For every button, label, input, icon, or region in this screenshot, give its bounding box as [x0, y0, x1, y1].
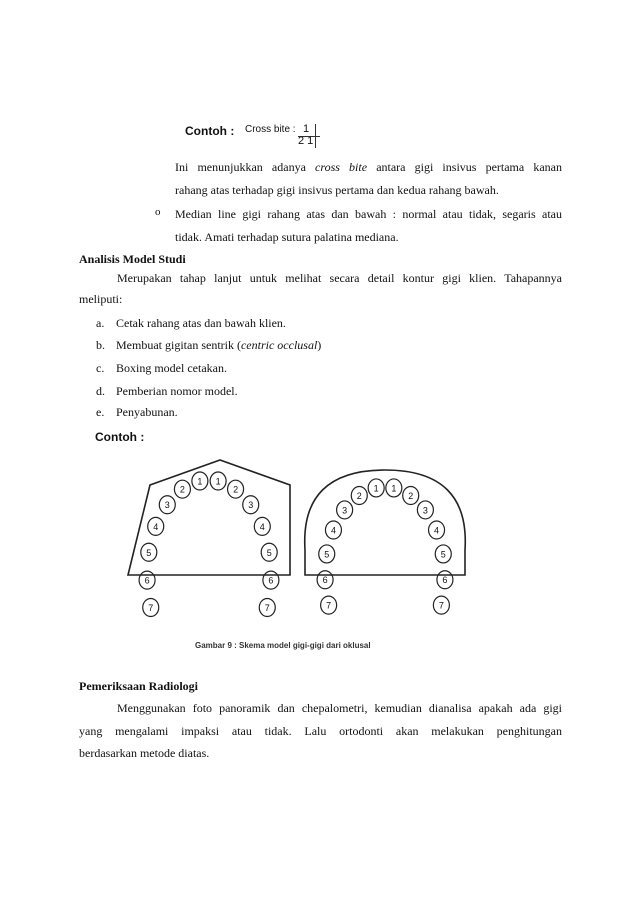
paragraph-line: meliputi: [79, 292, 123, 306]
tooth-number: 6 [268, 575, 274, 586]
bullet-marker: o [155, 206, 161, 218]
tooth-number: 5 [266, 547, 272, 558]
sub-item-1-line-1 [175, 159, 562, 175]
tooth-number: 4 [434, 525, 440, 536]
occlusal-model-diagram [120, 455, 480, 630]
list-item [96, 383, 238, 399]
list-marker: e. [96, 405, 105, 419]
tooth-number: 5 [324, 549, 330, 560]
list-item [96, 360, 227, 376]
list-marker: a. [96, 316, 105, 330]
list-item [96, 337, 321, 353]
tooth-number: 6 [442, 575, 448, 586]
list-text: Boxing model cetakan. [116, 361, 227, 375]
paragraph-line: yang mengalami impaksi atau tidak. Lalu ortodonti akan melakukan penghitungan [79, 724, 562, 738]
list-text: ) [317, 338, 322, 352]
tooth-number: 1 [391, 483, 397, 494]
tooth-number: 1 [373, 483, 379, 494]
list-marker: b. [96, 338, 105, 352]
tooth-number: 4 [330, 525, 336, 536]
italic-term: centric occlusal [240, 338, 318, 352]
section-heading-analisis: Analisis Model Studi [79, 252, 186, 266]
example-label: Contoh : [185, 124, 235, 138]
sub-item-2-line-2: tidak. Amati terhadap sutura palatina mediana. [175, 230, 399, 244]
list-text: Pemberian nomor model. [116, 384, 238, 398]
section-heading-radiologi: Pemeriksaan Radiologi [79, 679, 198, 693]
text-run: Ini menunjukkan adanya [175, 160, 316, 174]
list-item [96, 315, 286, 331]
example-label: Contoh : [95, 430, 145, 444]
upper-teeth-group [139, 472, 279, 616]
sub-item-1-line-2: rahang atas terhadap gigi insivus pertama dan kedua rahang bawah. [175, 183, 499, 197]
tooth-number: 2 [233, 484, 239, 495]
upper-model-outline [128, 460, 290, 575]
tooth-number: 6 [144, 575, 150, 586]
notation-lower: 2 1 [298, 135, 314, 147]
tooth-number: 7 [264, 602, 270, 613]
text-run: antara gigi insivus pertama kanan [367, 160, 563, 174]
list-item [96, 404, 178, 420]
list-text: Cetak rahang atas dan bawah klien. [116, 316, 286, 330]
italic-term: cross bite [315, 160, 368, 174]
cross-bite-example [185, 120, 335, 150]
tooth-number: 2 [356, 490, 362, 501]
tooth-number: 3 [164, 500, 170, 511]
tooth-number: 3 [342, 505, 348, 516]
notation-vertical-line [315, 124, 316, 148]
tooth-number: 5 [146, 547, 152, 558]
tooth-number: 4 [153, 521, 159, 532]
tooth-number: 3 [248, 500, 254, 511]
paragraph-line: berdasarkan metode diatas. [79, 746, 210, 760]
figure-caption: Gambar 9 : Skema model gigi-gigi dari oklusal [195, 641, 371, 650]
tooth-number: 6 [322, 575, 328, 586]
tooth-number: 7 [438, 600, 444, 611]
cross-bite-label: Cross bite : [245, 124, 296, 135]
lower-teeth-group [317, 479, 453, 614]
paragraph-line: Merupakan tahap lanjut untuk melihat secara detail kontur gigi klien. Tahapannya [117, 271, 562, 285]
list-text: Penyabunan. [116, 405, 178, 419]
tooth-number: 1 [197, 476, 203, 487]
tooth-number: 4 [259, 521, 265, 532]
list-marker: c. [96, 361, 105, 375]
tooth-number: 3 [422, 505, 428, 516]
tooth-number: 2 [408, 490, 414, 501]
tooth-number: 5 [440, 549, 446, 560]
notation-upper: 1 [303, 123, 310, 135]
paragraph-line: Menggunakan foto panoramik dan chepalometri, kemudian dianalisa apakah ada gigi [117, 701, 562, 715]
tooth-number: 1 [215, 476, 221, 487]
list-marker: d. [96, 384, 105, 398]
sub-item-2-line-1: Median line gigi rahang atas dan bawah : normal atau tidak, segaris atau [175, 207, 562, 221]
tooth-number: 7 [148, 602, 154, 613]
tooth-number: 2 [179, 484, 185, 495]
list-text: Membuat gigitan sentrik ( [116, 338, 241, 352]
tooth-number: 7 [326, 600, 332, 611]
